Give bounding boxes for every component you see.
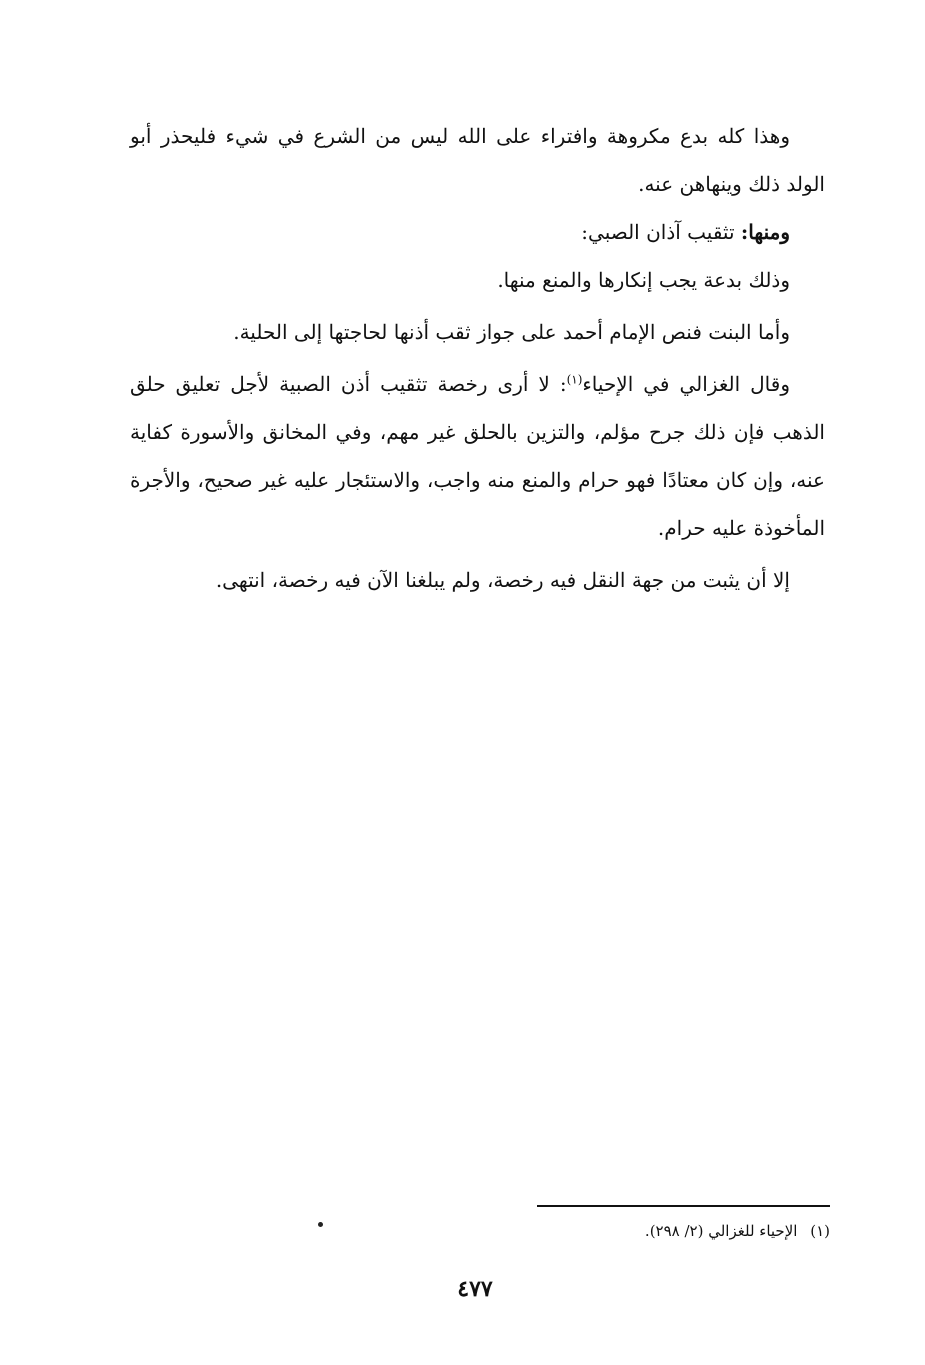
footnote-divider [537, 1205, 830, 1207]
section-heading-text: تثقيب آذان الصبي: [581, 220, 741, 244]
paragraph-5 [130, 360, 825, 552]
footnote-reference[interactable]: (١) [566, 372, 583, 387]
paragraph-5-text-after: : لا أرى رخصة تثقيب أذن الصبية لأجل تعليق حلق الذهب فإن ذلك جرح مؤلم، والتزين بالحلق غير مهم، وفي المخانق والأسورة كفاية عنه، وإن كان معتادًا فهو حرام والمنع منه واجب، والاستئجار عليه غير صحيح، والأجرة المأخوذة عليه حرام. [130, 372, 825, 540]
page-number: ٤٧٧ [457, 1276, 493, 1302]
paragraph-1 [130, 112, 825, 208]
paragraph-2 [130, 208, 825, 256]
paragraph-4-text: وأما البنت فنص الإمام أحمد على جواز ثقب أذنها لحاجتها إلى الحلية. [233, 320, 790, 344]
paragraph-5-text-before: وقال الغزالي في الإحياء [582, 372, 790, 396]
footnote-number: (١) [810, 1222, 830, 1240]
scan-speck [318, 1222, 323, 1227]
paragraph-4 [130, 308, 825, 356]
section-label: ومنها: [740, 220, 790, 244]
paragraph-1-text: وهذا كله بدع مكروهة وافتراء على الله ليس من الشرع في شيء فليحذر أبو الولد ذلك وينهاهن عنه. [130, 124, 825, 196]
footnote [330, 1215, 830, 1247]
paragraph-3 [130, 256, 825, 304]
paragraph-6 [130, 556, 825, 604]
footnote-text: الإحياء للغزالي (٢/ ٢٩٨). [644, 1222, 798, 1240]
main-text [130, 112, 825, 604]
paragraph-6-text: إلا أن يثبت من جهة النقل فيه رخصة، ولم يبلغنا الآن فيه رخصة، انتهى. [215, 568, 790, 592]
paragraph-3-text: وذلك بدعة يجب إنكارها والمنع منها. [497, 268, 790, 292]
